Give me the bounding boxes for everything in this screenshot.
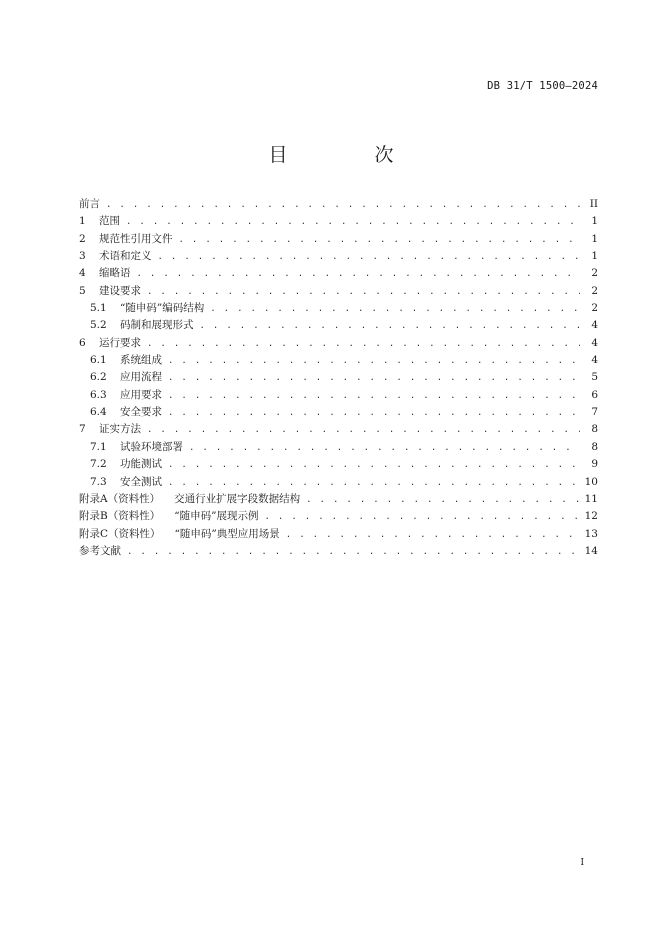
- toc-entry-label: 试验环境部署: [120, 440, 183, 453]
- toc-dot-leader: [147, 336, 580, 353]
- toc-entry[interactable]: [79, 543, 598, 560]
- toc-entry-number: 6.2: [90, 371, 107, 384]
- toc-entry-page: 11: [584, 492, 598, 505]
- toc-entry-page: 9: [591, 458, 598, 471]
- table-of-contents: [79, 196, 598, 560]
- toc-entry[interactable]: [79, 526, 598, 543]
- toc-entry[interactable]: [79, 213, 598, 230]
- toc-entry[interactable]: [79, 404, 598, 421]
- toc-dot-leader: [168, 405, 580, 422]
- toc-entry[interactable]: [79, 508, 598, 525]
- toc-entry-page: 8: [591, 440, 598, 453]
- toc-entry[interactable]: [79, 231, 598, 248]
- toc-entry-number: 4: [79, 267, 86, 280]
- toc-entry-page: 14: [584, 544, 598, 557]
- toc-entry-label: 应用要求: [120, 388, 162, 401]
- toc-entry-label: 码制和展现形式: [120, 319, 194, 332]
- toc-dot-leader: [168, 475, 579, 492]
- toc-entry-page: 1: [591, 215, 598, 228]
- toc-entry[interactable]: [79, 283, 598, 300]
- toc-entry-label: “随申码”展现示例: [174, 510, 259, 523]
- toc-entry[interactable]: [79, 196, 598, 213]
- toc-entry-label: 系统组成: [120, 354, 162, 367]
- toc-entry-label: “随申码”编码结构: [120, 302, 205, 315]
- toc-entry-label: 安全要求: [120, 406, 162, 419]
- toc-entry-number: 6.4: [90, 406, 107, 419]
- toc-entry[interactable]: [79, 387, 598, 404]
- toc-entry[interactable]: [79, 335, 598, 352]
- toc-entry-page: 4: [591, 354, 598, 367]
- toc-entry-page: 10: [584, 475, 598, 488]
- toc-entry-page: 1: [591, 250, 598, 263]
- toc-dot-leader: [147, 422, 580, 439]
- toc-entry-page: 12: [584, 510, 598, 523]
- toc-dot-leader: [179, 232, 581, 249]
- toc-entry-page: 7: [591, 406, 598, 419]
- toc-entry-number: 6.3: [90, 388, 107, 401]
- toc-dot-leader: [286, 527, 579, 544]
- toc-entry[interactable]: [79, 248, 598, 265]
- footer-page-number: I: [580, 858, 584, 868]
- toc-entry[interactable]: [79, 265, 598, 282]
- toc-entry-label: 规范性引用文件: [99, 232, 173, 245]
- toc-dot-leader: [158, 249, 581, 266]
- toc-entry-label: 功能测试: [120, 458, 162, 471]
- toc-dot-leader: [189, 440, 580, 457]
- toc-entry[interactable]: [79, 474, 598, 491]
- page-title: 目 次: [268, 144, 428, 166]
- toc-entry[interactable]: [79, 439, 598, 456]
- toc-dot-leader: [168, 388, 580, 405]
- toc-dot-leader: [210, 301, 580, 318]
- toc-entry-number: 6.1: [90, 354, 107, 367]
- toc-entry-page: 1: [591, 232, 598, 245]
- toc-dot-leader: [168, 457, 580, 474]
- toc-entry-number: 1: [79, 215, 86, 228]
- toc-dot-leader: [168, 370, 580, 387]
- toc-entry-page: 2: [591, 284, 598, 297]
- toc-entry-number: 7.2: [90, 458, 107, 471]
- toc-entry[interactable]: [79, 369, 598, 386]
- toc-entry-number: 7.3: [90, 475, 107, 488]
- toc-entry-number: 5.1: [90, 302, 107, 315]
- toc-entry-page: 4: [591, 336, 598, 349]
- toc-entry-label: 交通行业扩展字段数据结构: [174, 492, 301, 505]
- toc-dot-leader: [147, 284, 580, 301]
- toc-entry-label: 应用流程: [120, 371, 162, 384]
- toc-dot-leader: [126, 214, 580, 231]
- toc-entry[interactable]: [79, 491, 598, 508]
- toc-entry-page: 2: [591, 267, 598, 280]
- toc-entry-page: 2: [591, 302, 598, 315]
- toc-entry-label: “随申码”典型应用场景: [174, 527, 280, 540]
- toc-entry-number: 5: [79, 284, 86, 297]
- toc-entry-page: II: [589, 198, 598, 210]
- toc-entry[interactable]: [79, 421, 598, 438]
- toc-entry-label: 参考文献: [79, 544, 121, 557]
- toc-entry-page: 13: [584, 527, 598, 540]
- toc-dot-leader: [168, 353, 580, 370]
- standard-code: DB 31/T 1500—2024: [487, 80, 598, 92]
- toc-entry-number: 6: [79, 336, 86, 349]
- toc-dot-leader: [264, 509, 578, 526]
- toc-entry-label: 术语和定义: [99, 250, 152, 263]
- toc-entry[interactable]: [79, 317, 598, 334]
- toc-entry[interactable]: [79, 352, 598, 369]
- toc-dot-leader: [127, 544, 579, 561]
- toc-entry-label: 缩略语: [99, 267, 131, 280]
- toc-dot-leader: [106, 197, 580, 214]
- toc-entry-page: 5: [591, 371, 598, 384]
- toc-dot-leader: [137, 266, 581, 283]
- toc-dot-leader: [200, 318, 581, 335]
- toc-entry-number: 附录C（资料性）: [79, 527, 161, 540]
- toc-entry-label: 证实方法: [99, 423, 141, 436]
- toc-entry-number: 附录A（资料性）: [79, 492, 161, 505]
- toc-entry[interactable]: [79, 300, 598, 317]
- toc-entry-number: 3: [79, 250, 86, 263]
- toc-entry-number: 附录B（资料性）: [79, 510, 161, 523]
- toc-entry-label: 安全测试: [120, 475, 162, 488]
- toc-entry-number: 7: [79, 423, 86, 436]
- toc-entry-label: 前言: [79, 198, 100, 210]
- toc-entry-number: 5.2: [90, 319, 107, 332]
- toc-entry-number: 7.1: [90, 440, 107, 453]
- toc-entry-label: 建设要求: [99, 284, 141, 297]
- toc-entry-label: 运行要求: [99, 336, 141, 349]
- toc-entry-page: 4: [591, 319, 598, 332]
- toc-entry-number: 2: [79, 232, 86, 245]
- toc-entry-page: 6: [591, 388, 598, 401]
- toc-entry-page: 8: [591, 423, 598, 436]
- toc-dot-leader: [306, 492, 579, 509]
- toc-entry-label: 范围: [99, 215, 120, 228]
- toc-entry[interactable]: [79, 456, 598, 473]
